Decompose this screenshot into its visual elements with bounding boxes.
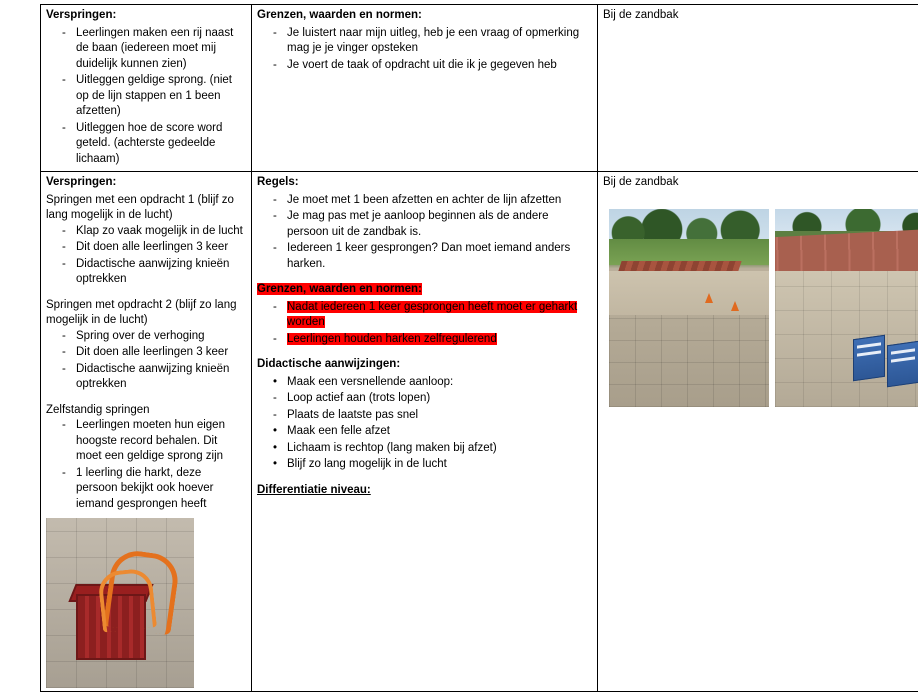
row2-grenzen-item-2: Leerlingen houden harken zelfregulerend: [287, 333, 497, 345]
photo-cone-marker: [731, 301, 739, 311]
photo-cone-marker: [705, 293, 713, 303]
list-item: - Je moet met 1 been afzetten en achter de lijn afzetten: [287, 193, 592, 209]
row1-activity-list: [46, 26, 246, 168]
row2-differentiatie-heading: Differentiatie niveau:: [257, 483, 592, 499]
list-item: - 1 leerling die harkt, deze persoon bekijkt ook hoever iemand gesprongen heeft: [76, 466, 246, 513]
row2-regels-heading: Regels:: [257, 175, 592, 191]
row1-activity-heading: Verspringen:: [46, 8, 246, 24]
photo-crate-orange-hurdle: [46, 518, 194, 688]
row1-rules-list: [257, 26, 592, 74]
row2-cell-activity: [41, 172, 252, 692]
list-item: - Loop actief aan (trots lopen): [287, 391, 592, 407]
photo-mat-stripe: [891, 348, 915, 354]
list-item: • Blijf zo lang mogelijk in de lucht: [287, 457, 592, 473]
row2-regels-list: [257, 193, 592, 273]
table-row: [41, 5, 918, 172]
list-item: • Lichaam is rechtop (lang maken bij afzet): [287, 441, 592, 457]
list-item: - Je voert de taak of opdracht uit die ik je gegeven heb: [287, 58, 592, 74]
table-row: [41, 172, 918, 692]
list-item: - Je luistert naar mijn uitleg, heb je een vraag of opmerking mag je je vinger opsteken: [287, 26, 592, 57]
photo-mat-stripe: [857, 342, 881, 348]
photo-track-blue-mats: [775, 209, 918, 407]
photo-treeline: [609, 209, 769, 243]
row1-rules-heading: Grenzen, waarden en normen:: [257, 8, 592, 24]
photo-orange-hurdle-secondary: [97, 568, 157, 633]
spacer: [257, 273, 592, 282]
row1-cell-activity: [41, 5, 252, 172]
list-item: [287, 300, 592, 331]
row1-cell-location: [598, 5, 918, 172]
spacer: [46, 289, 246, 298]
list-item: - Didactische aanwijzing knieën optrekken: [76, 362, 246, 393]
row2-task3-paragraph: Zelfstandig springen: [46, 403, 246, 419]
list-item: - Leerlingen maken een rij naast de baan (iedereen moet mij duidelijk kunnen zien): [76, 26, 246, 73]
spacer: [257, 474, 592, 483]
row2-didactische-heading: Didactische aanwijzingen:: [257, 357, 592, 373]
row1-cell-rules: [252, 5, 598, 172]
row2-task2-paragraph: Springen met opdracht 2 (blijf zo lang mogelijk in de lucht): [46, 298, 246, 329]
row2-task1-paragraph: Springen met een opdracht 1 (blijf zo lang mogelijk in de lucht): [46, 193, 246, 224]
photo-tile-foreground: [609, 315, 769, 407]
row2-task2-list: [46, 329, 246, 393]
photo-blue-mat: [887, 340, 918, 386]
photo-blue-mat: [853, 334, 885, 380]
spacer: [46, 394, 246, 403]
row2-grenzen-list: [257, 300, 592, 348]
list-item: • Maak een felle afzet: [287, 424, 592, 440]
list-item: - Spring over de verhoging: [76, 329, 246, 345]
list-item: - Je mag pas met je aanloop beginnen als de andere persoon uit de zandbak is.: [287, 209, 592, 240]
row2-didactische-list: [257, 375, 592, 391]
list-item: - Didactische aanwijzing knieën optrekken: [76, 257, 246, 288]
photo-mat-stripe: [857, 350, 881, 356]
spacer: [257, 348, 592, 357]
list-item: - Plaats de laatste pas snel: [287, 408, 592, 424]
list-item: • Maak een versnellende aanloop:: [287, 375, 592, 391]
list-item: - Klap zo vaak mogelijk in de lucht: [76, 224, 246, 240]
photo-sandpit-field: [609, 209, 769, 407]
row2-grenzen-item-1: Nadat iedereen 1 keer gesprongen heeft moet er geharkt worden: [287, 301, 577, 329]
row2-grenzen-heading: [257, 282, 592, 298]
row2-task3-list: [46, 418, 246, 512]
photo-treeline: [775, 209, 918, 231]
list-item: - Dit doen alle leerlingen 3 keer: [76, 345, 246, 361]
row2-didactische-list-2: [257, 424, 592, 473]
row2-location-text: Bij de zandbak: [603, 175, 918, 191]
lesson-plan-table: [40, 4, 918, 692]
list-item: - Iedereen 1 keer gesprongen? Dan moet iemand anders harken.: [287, 241, 592, 272]
list-item: - Uitleggen hoe de score word geteld. (achterste gedeelde lichaam): [76, 121, 246, 168]
list-item: - Uitleggen geldige sprong. (niet op de lijn stappen en 1 been afzetten): [76, 73, 246, 120]
document-page: [0, 4, 918, 684]
row2-cell-rules: [252, 172, 598, 692]
row2-grenzen-heading-text: Grenzen, waarden en normen:: [257, 283, 422, 295]
row2-activity-heading: Verspringen:: [46, 175, 246, 191]
row2-task1-list: [46, 224, 246, 288]
row2-cell-location: [598, 172, 918, 692]
photo-mat-stripe: [891, 356, 915, 362]
list-item: - Leerlingen moeten hun eigen hoogste record behalen. Dit moet een geldige sprong zijn: [76, 418, 246, 465]
list-item: [287, 332, 592, 348]
row2-photo-group: [609, 209, 918, 407]
list-item: - Dit doen alle leerlingen 3 keer: [76, 240, 246, 256]
row2-didactische-sublist: [257, 391, 592, 423]
row1-location-text: Bij de zandbak: [603, 8, 918, 24]
photo-tile-foreground: [775, 271, 918, 407]
